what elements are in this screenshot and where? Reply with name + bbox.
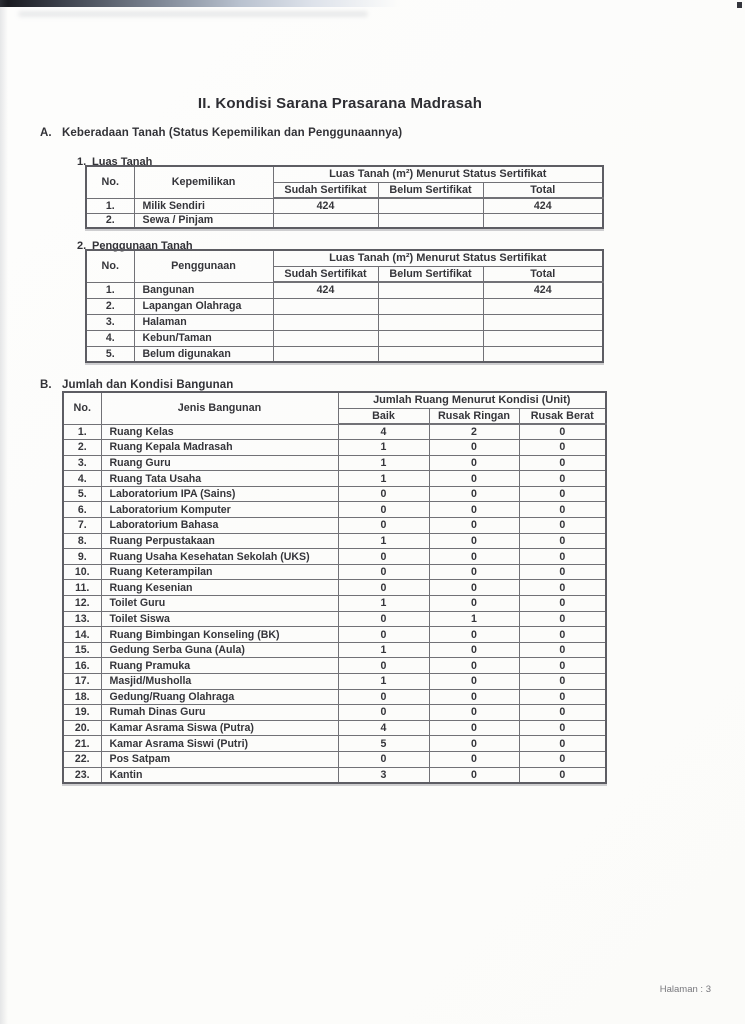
baik-cell: 0 (338, 658, 429, 674)
rusak-berat-cell: 0 (519, 440, 606, 456)
row-number-cell: 18. (63, 689, 101, 705)
row-label-cell: Kamar Asrama Siswi (Putri) (101, 736, 338, 752)
total-cell: 424 (483, 282, 603, 298)
table-row (63, 424, 606, 440)
row-number-cell: 10. (63, 564, 101, 580)
table-row (63, 689, 606, 705)
table-row (63, 549, 606, 565)
row-number-cell: 2. (86, 213, 134, 228)
row-label-cell: Laboratorium Bahasa (101, 518, 338, 534)
table-row (63, 627, 606, 643)
rusak-berat-cell: 0 (519, 424, 606, 440)
row-number-cell: 1. (63, 424, 101, 440)
scan-artifact-smudge (18, 11, 368, 17)
sudah-sertifikat-cell (273, 298, 378, 314)
rusak-ringan-cell: 0 (429, 658, 519, 674)
column-header-rusak-ringan: Rusak Ringan (429, 408, 519, 424)
column-header-luas-tanah-span: Luas Tanah (m²) Menurut Status Sertifikat (273, 250, 603, 266)
rusak-ringan-cell: 0 (429, 533, 519, 549)
baik-cell: 4 (338, 720, 429, 736)
table-row (86, 346, 603, 362)
row-label-cell: Ruang Bimbingan Konseling (BK) (101, 627, 338, 643)
table-row (63, 486, 606, 502)
row-number-cell: 1. (86, 198, 134, 213)
page-number-label: Halaman : 3 (659, 984, 711, 995)
rusak-berat-cell: 0 (519, 767, 606, 783)
column-header-sudah-sertifikat: Sudah Sertifikat (273, 182, 378, 198)
rusak-ringan-cell: 0 (429, 518, 519, 534)
table-row (63, 736, 606, 752)
baik-cell: 0 (338, 627, 429, 643)
sudah-sertifikat-cell (273, 314, 378, 330)
section-a-title: Keberadaan Tanah (Status Kepemilikan dan Penggunaannya) (62, 127, 403, 139)
table-row (63, 767, 606, 783)
subsection-penggunaan-tanah-number: 2. (77, 240, 87, 252)
baik-cell: 1 (338, 455, 429, 471)
rusak-berat-cell: 0 (519, 674, 606, 690)
subsection-luas-tanah-title: Luas Tanah (92, 156, 153, 168)
row-label-cell: Milik Sendiri (134, 198, 273, 213)
column-header-rusak-berat: Rusak Berat (519, 408, 606, 424)
row-label-cell: Ruang Guru (101, 455, 338, 471)
row-number-cell: 7. (63, 518, 101, 534)
table-row (63, 564, 606, 580)
baik-cell: 1 (338, 596, 429, 612)
row-number-cell: 21. (63, 736, 101, 752)
row-number-cell: 6. (63, 502, 101, 518)
row-label-cell: Belum digunakan (134, 346, 273, 362)
rusak-ringan-cell: 0 (429, 736, 519, 752)
baik-cell: 0 (338, 705, 429, 721)
table-row (86, 314, 603, 330)
table-row (63, 518, 606, 534)
row-label-cell: Ruang Perpustakaan (101, 533, 338, 549)
row-label-cell: Kebun/Taman (134, 330, 273, 346)
total-cell (483, 298, 603, 314)
rusak-berat-cell: 0 (519, 564, 606, 580)
column-header-jumlah-ruang-span: Jumlah Ruang Menurut Kondisi (Unit) (338, 392, 606, 408)
rusak-ringan-cell: 0 (429, 471, 519, 487)
column-header-no: No. (63, 392, 101, 424)
rusak-berat-cell: 0 (519, 736, 606, 752)
section-b-heading (40, 379, 233, 391)
scan-artifact-top-edge (0, 0, 400, 7)
row-number-cell: 2. (86, 298, 134, 314)
subsection-penggunaan-tanah-title: Penggunaan Tanah (92, 240, 193, 252)
rusak-berat-cell: 0 (519, 502, 606, 518)
table-row (63, 580, 606, 596)
rusak-berat-cell: 0 (519, 518, 606, 534)
belum-sertifikat-cell (378, 346, 483, 362)
belum-sertifikat-cell (378, 213, 483, 228)
row-label-cell: Gedung Serba Guna (Aula) (101, 642, 338, 658)
table-row (63, 720, 606, 736)
table-header-row (86, 250, 603, 266)
row-number-cell: 17. (63, 674, 101, 690)
column-header-total: Total (483, 182, 603, 198)
total-cell (483, 314, 603, 330)
sudah-sertifikat-cell: 424 (273, 282, 378, 298)
row-number-cell: 16. (63, 658, 101, 674)
penggunaan-tanah-table (85, 249, 604, 363)
row-label-cell: Toilet Guru (101, 596, 338, 612)
rusak-berat-cell: 0 (519, 580, 606, 596)
baik-cell: 0 (338, 564, 429, 580)
row-number-cell: 12. (63, 596, 101, 612)
scan-artifact-left-edge (0, 0, 8, 1024)
table-row (63, 705, 606, 721)
baik-cell: 0 (338, 486, 429, 502)
table-row (86, 282, 603, 298)
rusak-ringan-cell: 0 (429, 751, 519, 767)
baik-cell: 1 (338, 471, 429, 487)
table-row (63, 533, 606, 549)
row-number-cell: 3. (86, 314, 134, 330)
row-label-cell: Laboratorium Komputer (101, 502, 338, 518)
row-label-cell: Sewa / Pinjam (134, 213, 273, 228)
column-header-kepemilikan: Kepemilikan (134, 166, 273, 198)
table-row (63, 674, 606, 690)
table-row (86, 213, 603, 228)
rusak-berat-cell: 0 (519, 611, 606, 627)
baik-cell: 4 (338, 424, 429, 440)
row-label-cell: Bangunan (134, 282, 273, 298)
column-header-luas-tanah-span: Luas Tanah (m²) Menurut Status Sertifikat (273, 166, 603, 182)
rusak-ringan-cell: 0 (429, 627, 519, 643)
table-row (86, 198, 603, 213)
row-number-cell: 13. (63, 611, 101, 627)
sudah-sertifikat-cell (273, 330, 378, 346)
rusak-ringan-cell: 0 (429, 564, 519, 580)
baik-cell: 0 (338, 502, 429, 518)
column-header-jenis-bangunan: Jenis Bangunan (101, 392, 338, 424)
row-number-cell: 8. (63, 533, 101, 549)
baik-cell: 5 (338, 736, 429, 752)
luas-tanah-table (85, 165, 604, 229)
rusak-ringan-cell: 0 (429, 767, 519, 783)
table-header-row (86, 166, 603, 182)
table-row (63, 471, 606, 487)
rusak-ringan-cell: 0 (429, 642, 519, 658)
table-row (63, 658, 606, 674)
baik-cell: 1 (338, 642, 429, 658)
rusak-berat-cell: 0 (519, 751, 606, 767)
table-row (63, 502, 606, 518)
row-number-cell: 5. (86, 346, 134, 362)
column-header-penggunaan: Penggunaan (134, 250, 273, 282)
baik-cell: 1 (338, 533, 429, 549)
rusak-ringan-cell: 0 (429, 455, 519, 471)
table-row (63, 596, 606, 612)
sudah-sertifikat-cell (273, 346, 378, 362)
row-label-cell: Pos Satpam (101, 751, 338, 767)
baik-cell: 0 (338, 689, 429, 705)
baik-cell: 0 (338, 580, 429, 596)
table-row (86, 330, 603, 346)
rusak-berat-cell: 0 (519, 549, 606, 565)
row-label-cell: Ruang Tata Usaha (101, 471, 338, 487)
sudah-sertifikat-cell (273, 213, 378, 228)
table-row (86, 298, 603, 314)
row-label-cell: Lapangan Olahraga (134, 298, 273, 314)
row-label-cell: Ruang Keterampilan (101, 564, 338, 580)
total-cell (483, 346, 603, 362)
row-label-cell: Masjid/Musholla (101, 674, 338, 690)
total-cell (483, 330, 603, 346)
row-number-cell: 15. (63, 642, 101, 658)
rusak-ringan-cell: 0 (429, 689, 519, 705)
rusak-ringan-cell: 2 (429, 424, 519, 440)
table-row (63, 751, 606, 767)
section-a-label: A. (40, 127, 52, 139)
table-row (63, 455, 606, 471)
row-number-cell: 4. (63, 471, 101, 487)
rusak-berat-cell: 0 (519, 689, 606, 705)
rusak-berat-cell: 0 (519, 720, 606, 736)
rusak-berat-cell: 0 (519, 627, 606, 643)
belum-sertifikat-cell (378, 314, 483, 330)
rusak-ringan-cell: 0 (429, 674, 519, 690)
row-label-cell: Ruang Kesenian (101, 580, 338, 596)
rusak-ringan-cell: 0 (429, 596, 519, 612)
baik-cell: 0 (338, 549, 429, 565)
column-header-sudah-sertifikat: Sudah Sertifikat (273, 266, 378, 282)
row-label-cell: Ruang Usaha Kesehatan Sekolah (UKS) (101, 549, 338, 565)
row-label-cell: Ruang Kelas (101, 424, 338, 440)
subsection-luas-tanah-number: 1. (77, 156, 87, 168)
rusak-ringan-cell: 0 (429, 549, 519, 565)
column-header-total: Total (483, 266, 603, 282)
row-number-cell: 19. (63, 705, 101, 721)
baik-cell: 1 (338, 440, 429, 456)
row-number-cell: 23. (63, 767, 101, 783)
column-header-baik: Baik (338, 408, 429, 424)
row-label-cell: Kamar Asrama Siswa (Putra) (101, 720, 338, 736)
column-header-belum-sertifikat: Belum Sertifikat (378, 182, 483, 198)
rusak-ringan-cell: 0 (429, 440, 519, 456)
rusak-ringan-cell: 0 (429, 502, 519, 518)
sudah-sertifikat-cell: 424 (273, 198, 378, 213)
section-b-label: B. (40, 379, 52, 391)
section-a-heading (40, 127, 402, 139)
baik-cell: 0 (338, 751, 429, 767)
table-row (63, 440, 606, 456)
table-row (63, 611, 606, 627)
rusak-berat-cell: 0 (519, 533, 606, 549)
baik-cell: 1 (338, 674, 429, 690)
row-label-cell: Kantin (101, 767, 338, 783)
row-label-cell: Toilet Siswa (101, 611, 338, 627)
belum-sertifikat-cell (378, 298, 483, 314)
total-cell (483, 213, 603, 228)
row-number-cell: 22. (63, 751, 101, 767)
kondisi-bangunan-table (62, 391, 607, 784)
table-header-row (63, 392, 606, 408)
rusak-ringan-cell: 0 (429, 580, 519, 596)
column-header-belum-sertifikat: Belum Sertifikat (378, 266, 483, 282)
rusak-berat-cell: 0 (519, 596, 606, 612)
section-b-title: Jumlah dan Kondisi Bangunan (62, 379, 234, 391)
row-number-cell: 1. (86, 282, 134, 298)
rusak-berat-cell: 0 (519, 642, 606, 658)
row-number-cell: 3. (63, 455, 101, 471)
row-number-cell: 20. (63, 720, 101, 736)
row-label-cell: Ruang Pramuka (101, 658, 338, 674)
column-header-no: No. (86, 250, 134, 282)
row-label-cell: Halaman (134, 314, 273, 330)
baik-cell: 0 (338, 518, 429, 534)
row-label-cell: Ruang Kepala Madrasah (101, 440, 338, 456)
baik-cell: 0 (338, 611, 429, 627)
row-number-cell: 2. (63, 440, 101, 456)
total-cell: 424 (483, 198, 603, 213)
rusak-ringan-cell: 0 (429, 720, 519, 736)
row-number-cell: 11. (63, 580, 101, 596)
rusak-berat-cell: 0 (519, 705, 606, 721)
rusak-ringan-cell: 1 (429, 611, 519, 627)
page-title: II. Kondisi Sarana Prasarana Madrasah (197, 95, 483, 112)
table-row (63, 642, 606, 658)
row-label-cell: Laboratorium IPA (Sains) (101, 486, 338, 502)
belum-sertifikat-cell (378, 282, 483, 298)
row-number-cell: 5. (63, 486, 101, 502)
belum-sertifikat-cell (378, 198, 483, 213)
rusak-berat-cell: 0 (519, 658, 606, 674)
row-label-cell: Gedung/Ruang Olahraga (101, 689, 338, 705)
row-number-cell: 9. (63, 549, 101, 565)
rusak-berat-cell: 0 (519, 471, 606, 487)
row-number-cell: 4. (86, 330, 134, 346)
rusak-ringan-cell: 0 (429, 486, 519, 502)
rusak-ringan-cell: 0 (429, 705, 519, 721)
scan-artifact-corner-dot (737, 2, 742, 8)
belum-sertifikat-cell (378, 330, 483, 346)
rusak-berat-cell: 0 (519, 455, 606, 471)
baik-cell: 3 (338, 767, 429, 783)
row-label-cell: Rumah Dinas Guru (101, 705, 338, 721)
row-number-cell: 14. (63, 627, 101, 643)
rusak-berat-cell: 0 (519, 486, 606, 502)
column-header-no: No. (86, 166, 134, 198)
